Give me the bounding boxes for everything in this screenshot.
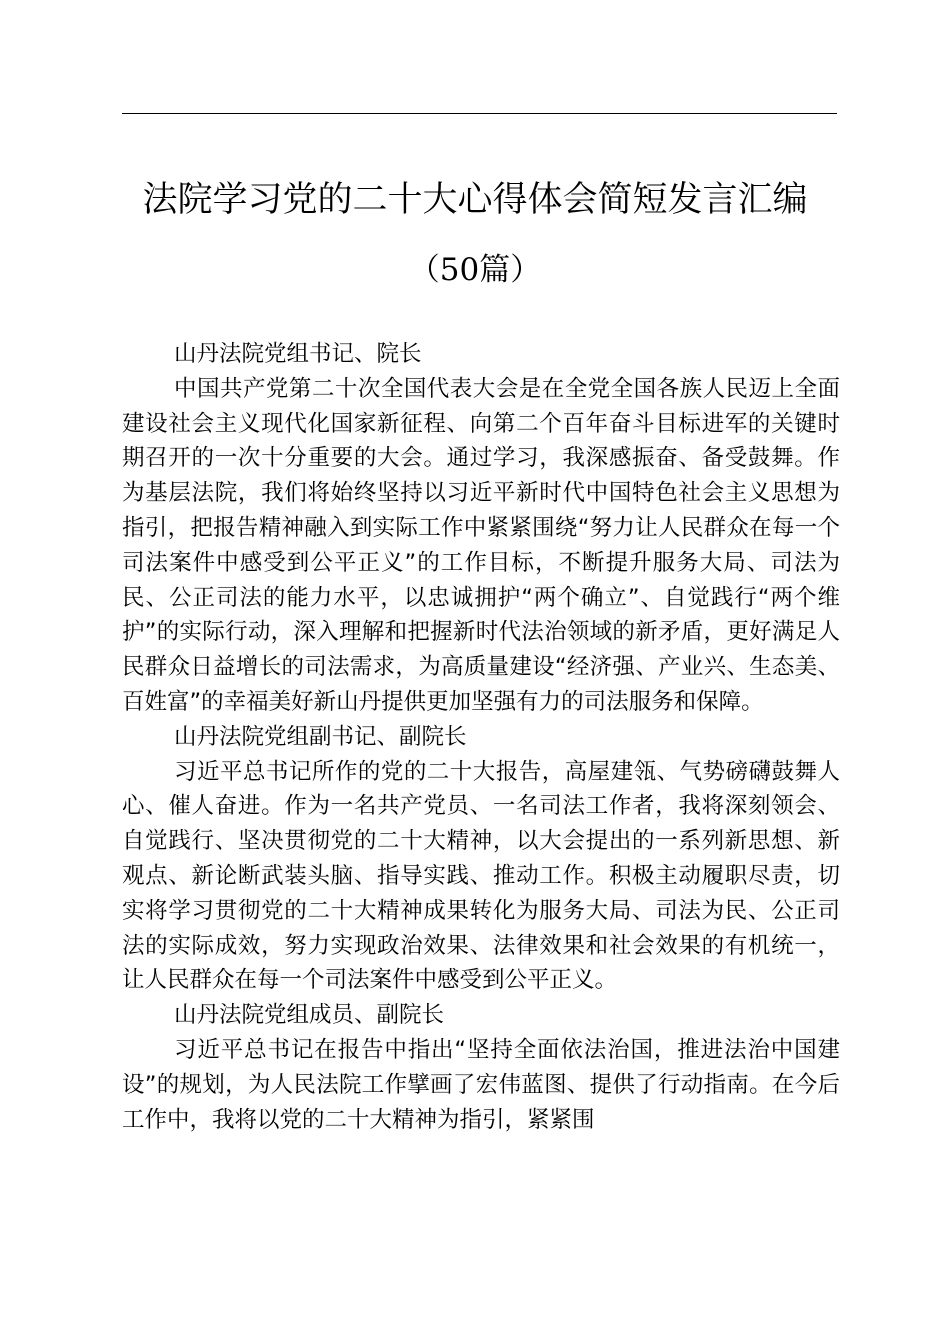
document-body	[122, 337, 840, 1137]
speaker-title: 山丹法院党组副书记、副院长	[174, 723, 467, 750]
header-rule	[122, 113, 837, 114]
speech-paragraph: 习近平总书记在报告中指出“坚持全面依法治国，推进法治中国建设”的规划，为人民法院工作擘画了宏伟蓝图、提供了行动指南。在今后工作中，我将以党的二十大精神为指引，紧紧围	[122, 1036, 840, 1133]
speech-paragraph: 习近平总书记所作的党的二十大报告，高屋建瓴、气势磅礴鼓舞人心、催人奋进。作为一名共产党员、一名司法工作者，我将深刻领会、自觉践行、坚决贯彻党的二十大精神，以大会提出的一系列新思想、新观点、新论断武装头脑、指导实践、推动工作。积极主动履职尽责，切实将学习贯彻党的二十大精神成果转化为服务大局、司法为民、公正司法的实际成效，努力实现政治效果、法律效果和社会效果的有机统一，让人民群众在每一个司法案件中感受到公平正义。	[122, 758, 840, 994]
speaker-title: 山丹法院党组成员、副院长	[174, 1002, 445, 1029]
speech-paragraph: 中国共产党第二十次全国代表大会是在全党全国各族人民迈上全面建设社会主义现代化国家新征程、向第二个百年奋斗目标进军的关键时期召开的一次十分重要的大会。通过学习，我深感振奋、备受鼓舞。作为基层法院，我们将始终坚持以习近平新时代中国特色社会主义思想为指引，把报告精神融入到实际工作中紧紧围绕“努力让人民群众在每一个司法案件中感受到公平正义”的工作目标，不断提升服务大局、司法为民、公正司法的能力水平，以忠诚拥护“两个确立”、自觉践行“两个维护”的实际行动，深入理解和把握新时代法治领域的新矛盾，更好满足人民群众日益增长的司法需求，为高质量建设“经济强、产业兴、生态美、百姓富”的幸福美好新山丹提供更加坚强有力的司法服务和保障。	[122, 375, 840, 715]
document-subtitle: （50篇）	[408, 252, 542, 288]
document-title: 法院学习党的二十大心得体会简短发言汇编	[142, 180, 808, 220]
speaker-title: 山丹法院党组书记、院长	[174, 341, 422, 367]
